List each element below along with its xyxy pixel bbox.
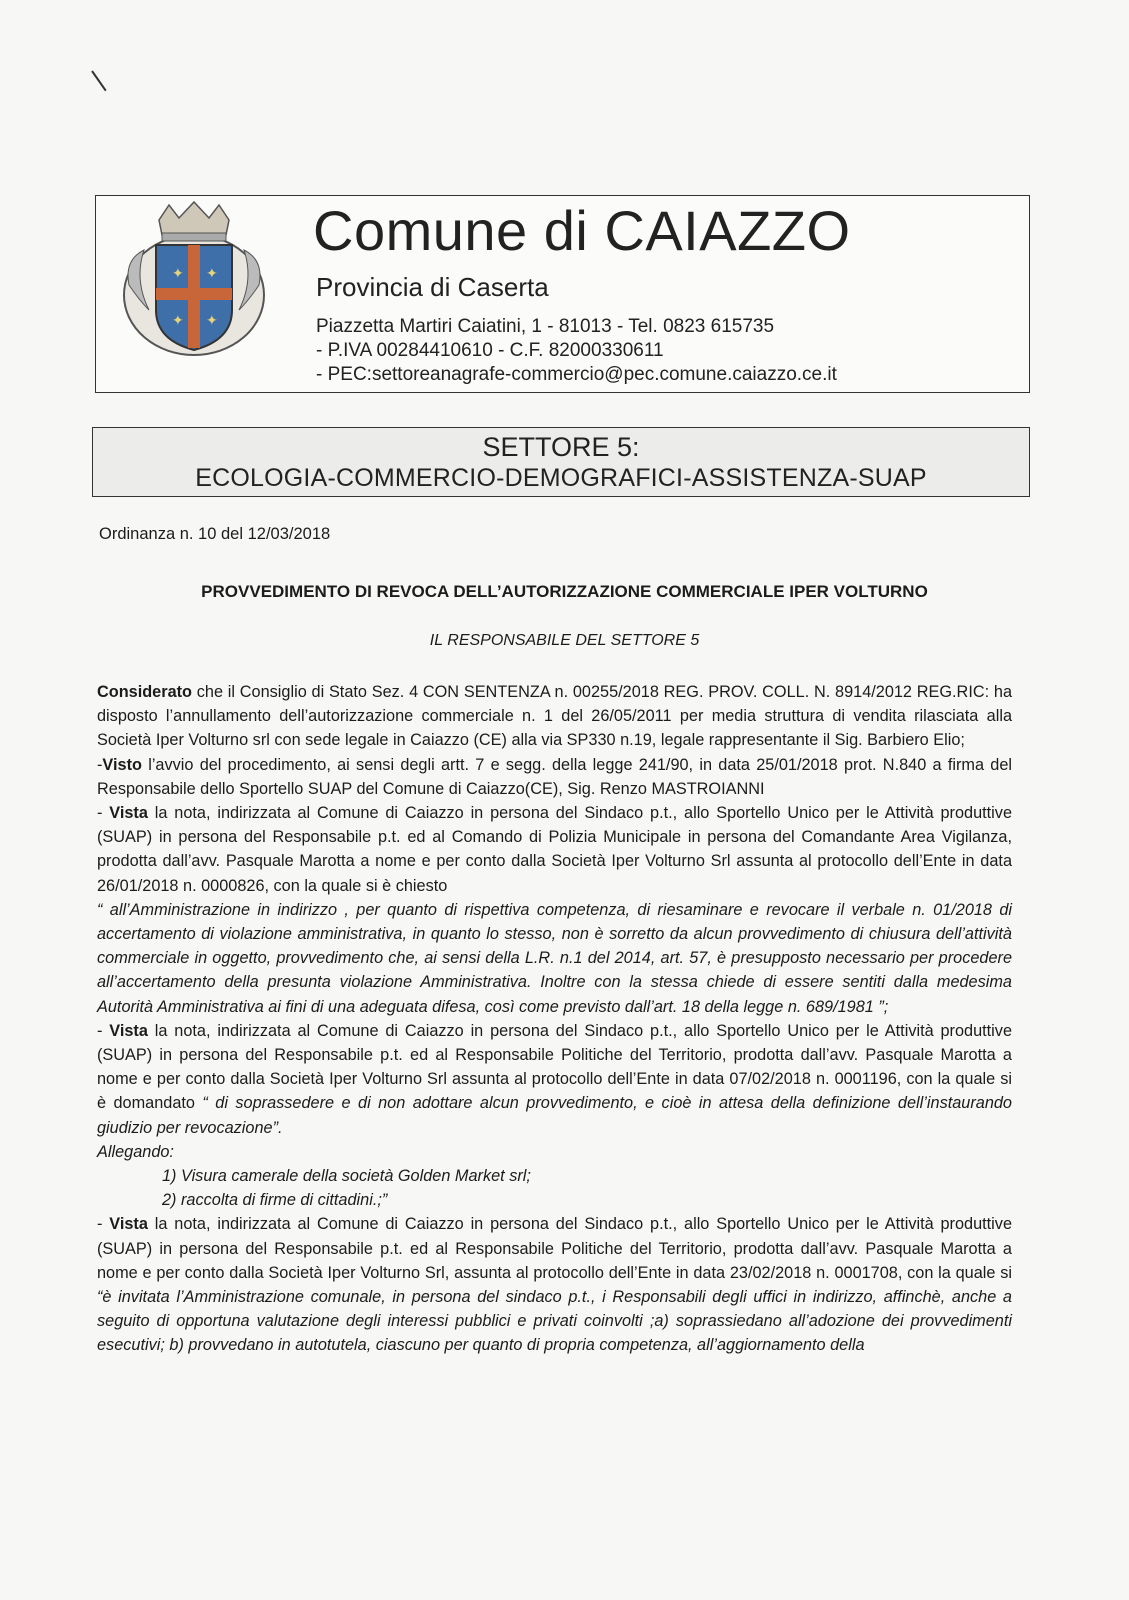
quoted-text: “ di soprassedere e di non adottare alcun provvedimento, e cioè in attesa della definizione dell’instaurando giudizio per revocazione”. [97,1094,1012,1137]
paragraph-vista-1 [97,801,1012,898]
responsible-heading: IL RESPONSABILE DEL SETTORE 5 [429,632,700,649]
attachments-text: Allegando: [97,1142,174,1161]
coat-of-arms-icon [114,200,274,360]
list-item: 2) raccolta di firme di cittadini.;” [162,1191,388,1210]
document-body [97,680,1012,1358]
keyword-considerato: Considerato [97,683,192,701]
quoted-text: “è invitata l’Amministrazione comunale, in persona del sindaco p.t., i Responsabili degli uffici in indirizzo, affinchè, anche a seguito di opportuna valutazione degli interessi pubblici e privati coinvolti ;a) soprassiedano all’adozione dei provvedimenti esecutivi; b) provvedano in autotutela, ciascuno per quanto di propria competenza, all’aggiornamento della [97,1288,1012,1355]
svg-text:✦: ✦ [206,313,218,329]
paragraph-vista-3 [97,1212,1012,1357]
sector-box [92,427,1030,497]
svg-text:✦: ✦ [172,313,184,329]
town-name: Comune di CAIAZZO [313,199,851,262]
keyword-vista: Vista [109,804,148,823]
list-item: 1) Visura camerale della società Golden Market srl; [162,1167,531,1186]
quote-block [97,898,1012,1019]
dash: - [97,1021,110,1040]
keyword-vista: Vista [109,1215,148,1234]
pen-mark [91,70,106,91]
document-title: PROVVEDIMENTO DI REVOCA DELL’AUTORIZZAZIONE COMMERCIALE IPER VOLTURNO [201,582,928,601]
sector-subtitle: ECOLOGIA-COMMERCIO-DEMOGRAFICI-ASSISTENZA-SUAP [195,464,927,492]
paragraph-visto [97,753,1012,801]
quoted-text: “ all’Amministrazione in indirizzo , per quanto di rispettiva competenza, di riesaminare e revocare il verbale n. 01/2018 di accertamento di violazione amministrativa, in quanto lo stesso, non è sorretto da alcun provvedimento di chiusura dell’attività commerciale in oggetto, provvedimento che, ai sensi della L.R. n.1 del 2014, art. 57, è presupposto necessario per procedere all’accertamento della presunta violazione Amministrativa. Inoltre con la stessa chiede di essere sentiti dalla medesima Autorità Amministrativa ai fini di una adeguata difesa, così come previsto dall’art. 18 della legge n. 689/1981 ”; [97,900,1012,1016]
paragraph-text: che il Consiglio di Stato Sez. 4 CON SENTENZA n. 00255/2018 REG. PROV. COLL. N. 8914/2012 REG.RIC: ha disposto l’annullamento dell’autorizzazione commerciale n. 1 del 26/05/2011 per media struttura di vendita rilasciata alla Società Iper Volturno srl con sede legale in Caiazzo (CE) alla via SP330 n.19, legale rappresentante il Sig. Barbiero Elio; [97,683,1012,750]
keyword-vista: Vista [109,1021,148,1040]
address-line: Piazzetta Martiri Caiatini, 1 - 81013 - Tel. 0823 615735 [316,316,775,337]
paragraph-text: l’avvio del procedimento, ai sensi degli artt. 7 e segg. della legge 241/90, in data 25/01/2018 prot. N.840 a firma del Responsabile dello Sportello SUAP del Comune di Caiazzo(CE), Sig. Renzo MASTROIANNI [97,755,1012,798]
paragraph-vista-2 [97,1019,1012,1140]
attachments-label [97,1140,1012,1164]
dash: - [97,755,103,774]
dash: - [97,804,110,823]
sector-title: SETTORE 5: [482,432,640,462]
keyword-visto: Visto [102,755,142,774]
ordinance-number: Ordinanza n. 10 del 12/03/2018 [99,525,331,543]
letterhead [95,195,1030,393]
province-name: Provincia di Caserta [316,272,549,302]
dash: - [97,1215,110,1234]
paragraph-text: la nota, indirizzata al Comune di Caiazzo in persona del Sindaco p.t., allo Sportello Unico per le Attività produttive (SUAP) in persona del Responsabile p.t. ed al Responsabile Politiche del Territorio, prodotta dall’avv. Pasquale Marotta a nome e per conto dalla Società Iper Volturno Srl, assunta al protocollo dell’Ente in data 23/02/2018 n. 0001708, con la quale si [97,1215,1012,1282]
svg-text:✦: ✦ [172,266,184,282]
svg-text:✦: ✦ [206,266,218,282]
paragraph-considerato [97,680,1012,753]
pec-line: - PEC:settoreanagrafe-commercio@pec.comune.caiazzo.ce.it [316,364,837,385]
paragraph-text: la nota, indirizzata al Comune di Caiazzo in persona del Sindaco p.t., allo Sportello Unico per le Attività produttive (SUAP) in persona del Responsabile p.t. ed al Responsabile Politiche del Territorio, prodotta dall’avv. Pasquale Marotta a nome e per conto dalla Società Iper Volturno Srl assunta al protocollo dell’Ente in data 07/02/2018 n. 0001196, con la quale si è domandato [97,1021,1012,1113]
vat-line: - P.IVA 00284410610 - C.F. 82000330611 [316,340,664,361]
paragraph-text: la nota, indirizzata al Comune di Caiazzo in persona del Sindaco p.t., allo Sportello Unico per le Attività produttive (SUAP) in persona del Responsabile p.t. ed al Comando di Polizia Municipale in persona del Comandante Area Vigilanza, prodotta dall’avv. Pasquale Marotta a nome e per conto dalla Società Iper Volturno Srl assunta al protocollo dell’Ente in data 26/01/2018 n. 0000826, con la quale si è chiesto [97,804,1012,895]
